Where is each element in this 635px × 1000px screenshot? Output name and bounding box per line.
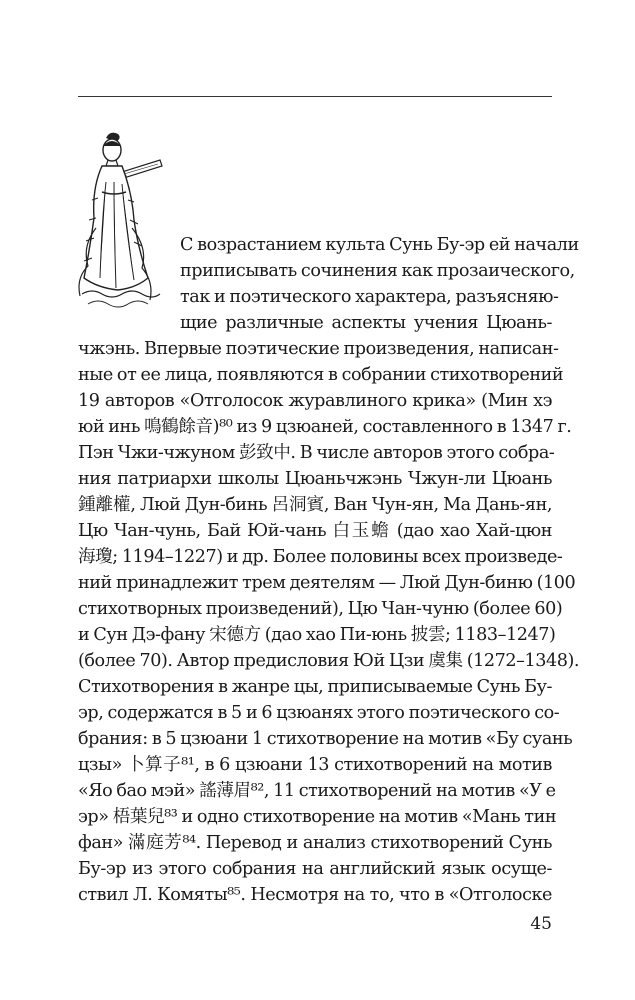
text-line: цзы» 卜算子⁸¹, в 6 цзюани 13 стихотворений на мотив [78, 755, 552, 775]
text-line: так и поэтического характера, разъясняю- [180, 287, 559, 307]
text-line: Стихотворения в жанре цы, приписываемые Сунь Бу- [78, 677, 553, 697]
text-line: брания: в 5 цзюани 1 стихотворение на мотив «Бу суань [78, 729, 573, 749]
text-line: С возрастанием культа Сунь Бу-эр ей начали [180, 235, 579, 255]
header-rule [78, 96, 552, 97]
text-line: ствил Л. Комяты⁸⁵. Несмотря на то, что в «Отголоске [78, 885, 552, 905]
text-line: фан» 滿庭芳⁸⁴. Перевод и анализ стихотворений Сунь [78, 833, 552, 853]
illustration-woman-figure [62, 128, 180, 318]
text-line: (более 70). Автор предисловия Юй Цзи 虞集 (1272–1348). [78, 651, 580, 671]
text-line: Бу-эр из этого собрания на английский язык осуще- [78, 859, 552, 879]
text-line: и Сун Дэ-фану 宋德方 (дао хао Пи-юнь 披雲; 1183–1247) [78, 625, 556, 645]
text-line: эр, содержатся в 5 и 6 цзюанях этого поэтического со- [78, 703, 560, 723]
text-line: 海瓊; 1194–1227) и др. Более половины всех произведе- [78, 547, 563, 567]
text-line: ные от ее лица, появляются в собрании стихотворений [78, 365, 564, 385]
text-line: чжэнь. Впервые поэтические произведения, написан- [78, 339, 559, 359]
text-line: 19 авторов «Отголосок журавлиного крика» (Мин хэ [78, 391, 552, 411]
text-line: щие различные аспекты учения Цюань- [180, 313, 552, 333]
text-line: Пэн Чжи-чжуном 彭致中. В числе авторов этого собра- [78, 443, 555, 463]
text-line: ний принадлежит трем деятелям — Люй Дун-биню (100 [78, 573, 576, 593]
text-line: приписывать сочинения как прозаического, [180, 261, 575, 281]
page-number: 45 [530, 914, 552, 934]
text-line: эр» 梧葉兒⁸³ и одно стихотворение на мотив «Мань тин [78, 807, 557, 827]
text-line: стихотворных произведений), Цю Чан-чуню (более 60) [78, 599, 563, 619]
text-line: Цю Чан-чунь, Бай Юй-чань 白玉蟾 (дао хао Хай-цюн [78, 521, 552, 541]
text-line: «Яо бао мэй» 謠薄眉⁸², 11 стихотворений на мотив «У е [78, 781, 556, 801]
text-line: 鍾離權, Люй Дун-бинь 呂洞賓, Ван Чун-ян, Ма Дань-ян, [78, 495, 552, 515]
text-line: ния патриархи школы Цюаньчжэнь Чжун-ли Цюань [78, 469, 552, 489]
text-line: юй инь 鳴鶴餘音)⁸⁰ из 9 цзюаней, составленного в 1347 г. [78, 417, 572, 437]
